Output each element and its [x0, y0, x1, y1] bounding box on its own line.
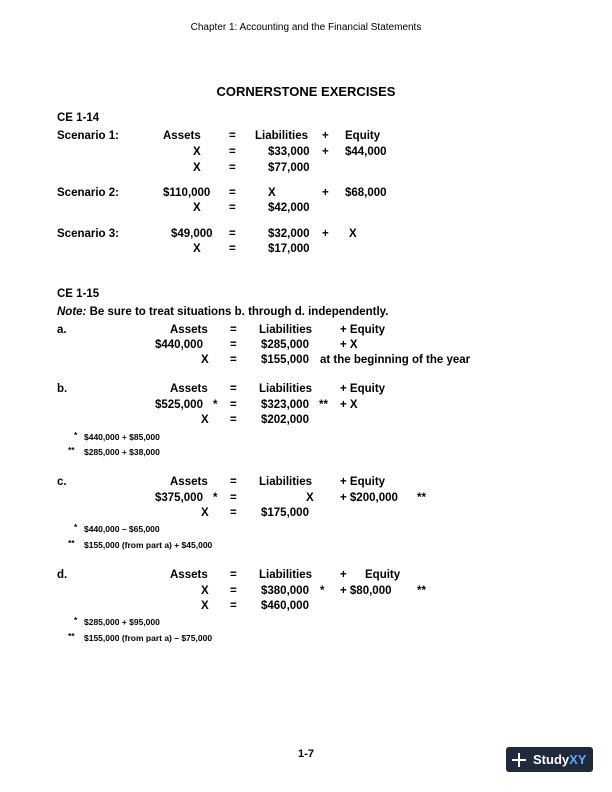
- b-r2-star2: **: [319, 399, 328, 411]
- s1-r3-a: X: [193, 162, 201, 174]
- d-r3-l: $460,000: [261, 600, 309, 612]
- part-d-label: d.: [57, 569, 68, 581]
- a-r2-l: $285,000: [261, 339, 309, 351]
- ce15-heading: CE 1-15: [57, 288, 100, 300]
- c-r2-l: X: [306, 492, 314, 504]
- d-r2-star2: **: [417, 585, 426, 597]
- s2-r1-e: $68,000: [345, 187, 387, 199]
- s3-r1-eq: =: [229, 228, 236, 240]
- c-footnote-1-mark: *: [74, 522, 78, 532]
- s1-r1-assets: Assets: [163, 130, 201, 142]
- ce14-heading: CE 1-14: [57, 112, 100, 124]
- b-footnote-1-mark: *: [74, 430, 78, 440]
- s2-r2-l: $42,000: [268, 202, 310, 214]
- c-r2-a: $375,000: [155, 492, 203, 504]
- a-r1-equity: + Equity: [340, 324, 386, 336]
- s3-r1-plus: +: [322, 228, 329, 240]
- d-r3-eq: =: [230, 600, 237, 612]
- logo-text: [533, 752, 586, 767]
- b-r2-a: $525,000: [155, 399, 203, 411]
- s1-r2-a: X: [193, 146, 201, 158]
- logo-text-xy: XY: [569, 752, 587, 767]
- c-r3-l: $175,000: [261, 507, 309, 519]
- b-r3-a: X: [201, 414, 209, 426]
- d-r2-e: + $80,000: [340, 585, 392, 597]
- s1-r2-l: $33,000: [268, 146, 310, 158]
- d-r1-equity: Equity: [365, 569, 401, 581]
- s2-r1-plus: +: [322, 187, 329, 199]
- s3-r1-l: $32,000: [268, 228, 310, 240]
- part-a-label: a.: [57, 324, 67, 336]
- scenario-3-label: Scenario 3:: [57, 228, 119, 240]
- s2-r2-eq: =: [229, 202, 236, 214]
- part-c-label: c.: [57, 476, 67, 488]
- d-footnote-1: $285,000 + $95,000: [84, 617, 160, 627]
- d-r1-liab: Liabilities: [259, 569, 313, 581]
- c-r1-assets: Assets: [170, 476, 208, 488]
- c-footnote-2: $155,000 (from part a) + $45,000: [84, 540, 213, 550]
- note-text: Be sure to treat situations b. through d. independently.: [89, 306, 389, 318]
- b-r1-equity: + Equity: [340, 383, 386, 395]
- b-r3-l: $202,000: [261, 414, 309, 426]
- s1-r3-eq: =: [229, 162, 236, 174]
- c-r2-star2: **: [417, 492, 426, 504]
- a-r1-assets: Assets: [170, 324, 208, 336]
- s3-r1-a: $49,000: [171, 228, 213, 240]
- a-r1-liab: Liabilities: [259, 324, 313, 336]
- c-r3-a: X: [201, 507, 209, 519]
- a-r2-e: + X: [340, 339, 358, 351]
- s1-r2-e: $44,000: [345, 146, 387, 158]
- studyxy-logo[interactable]: [506, 747, 593, 772]
- c-r3-eq: =: [230, 507, 237, 519]
- c-r1-equity: + Equity: [340, 476, 386, 488]
- ce15-note: [57, 306, 388, 318]
- scenario-1-label: Scenario 1:: [57, 130, 119, 142]
- s1-r1-plus: +: [322, 130, 329, 142]
- d-r2-eq: =: [230, 585, 237, 597]
- d-r1-eq: =: [230, 569, 237, 581]
- s2-r1-eq: =: [229, 187, 236, 199]
- c-r2-e: + $200,000: [340, 492, 398, 504]
- d-r1-plus: +: [340, 569, 347, 581]
- b-footnote-1: $440,000 + $85,000: [84, 432, 160, 442]
- d-r2-star: *: [320, 585, 325, 597]
- d-r1-assets: Assets: [170, 569, 208, 581]
- page-header: Chapter 1: Accounting and the Financial Statements: [190, 22, 422, 33]
- b-footnote-2-mark: **: [68, 445, 75, 455]
- c-r2-star: *: [213, 492, 218, 504]
- d-r3-a: X: [201, 600, 209, 612]
- b-r2-e: + X: [340, 399, 358, 411]
- s1-r1-eq: =: [229, 130, 236, 142]
- s2-r1-a: $110,000: [163, 187, 211, 199]
- a-r2-eq: =: [230, 339, 237, 351]
- s3-r2-eq: =: [229, 243, 236, 255]
- c-r2-eq: =: [230, 492, 237, 504]
- c-footnote-1: $440,000 – $65,000: [84, 524, 160, 534]
- a-r3-l: $155,000: [261, 354, 309, 366]
- c-r1-eq: =: [230, 476, 237, 488]
- b-r1-liab: Liabilities: [259, 383, 313, 395]
- scenario-2-label: Scenario 2:: [57, 187, 119, 199]
- plus-icon: [512, 753, 526, 767]
- a-r2-a: $440,000: [155, 339, 203, 351]
- b-r1-assets: Assets: [170, 383, 208, 395]
- note-label: Note:: [57, 306, 87, 318]
- d-footnote-2: $155,000 (from part a) – $75,000: [84, 633, 213, 643]
- s1-r2-plus: +: [322, 146, 329, 158]
- s1-r1-equity: Equity: [345, 130, 381, 142]
- s1-r3-l: $77,000: [268, 162, 310, 174]
- b-r2-star: *: [213, 399, 218, 411]
- d-footnote-2-mark: **: [68, 631, 75, 641]
- page-number: 1-7: [298, 748, 314, 760]
- b-r1-eq: =: [230, 383, 237, 395]
- page-title: CORNERSTONE EXERCISES: [216, 84, 396, 99]
- s2-r1-l: X: [268, 187, 276, 199]
- b-r3-eq: =: [230, 414, 237, 426]
- c-footnote-2-mark: **: [68, 538, 75, 548]
- s3-r2-a: X: [193, 243, 201, 255]
- d-r2-a: X: [201, 585, 209, 597]
- part-b-label: b.: [57, 383, 68, 395]
- a-r3-note: at the beginning of the year: [320, 354, 471, 366]
- a-r1-eq: =: [230, 324, 237, 336]
- a-r3-eq: =: [230, 354, 237, 366]
- b-footnote-2: $285,000 + $38,000: [84, 447, 160, 457]
- d-r2-l: $380,000: [261, 585, 309, 597]
- b-r2-l: $323,000: [261, 399, 309, 411]
- s3-r2-l: $17,000: [268, 243, 310, 255]
- s1-r1-liab: Liabilities: [255, 130, 309, 142]
- s2-r2-a: X: [193, 202, 201, 214]
- a-r3-a: X: [201, 354, 209, 366]
- c-r1-liab: Liabilities: [259, 476, 313, 488]
- d-footnote-1-mark: *: [74, 615, 78, 625]
- s1-r2-eq: =: [229, 146, 236, 158]
- b-r2-eq: =: [230, 399, 237, 411]
- logo-text-study: Study: [533, 752, 570, 767]
- s3-r1-e: X: [349, 228, 357, 240]
